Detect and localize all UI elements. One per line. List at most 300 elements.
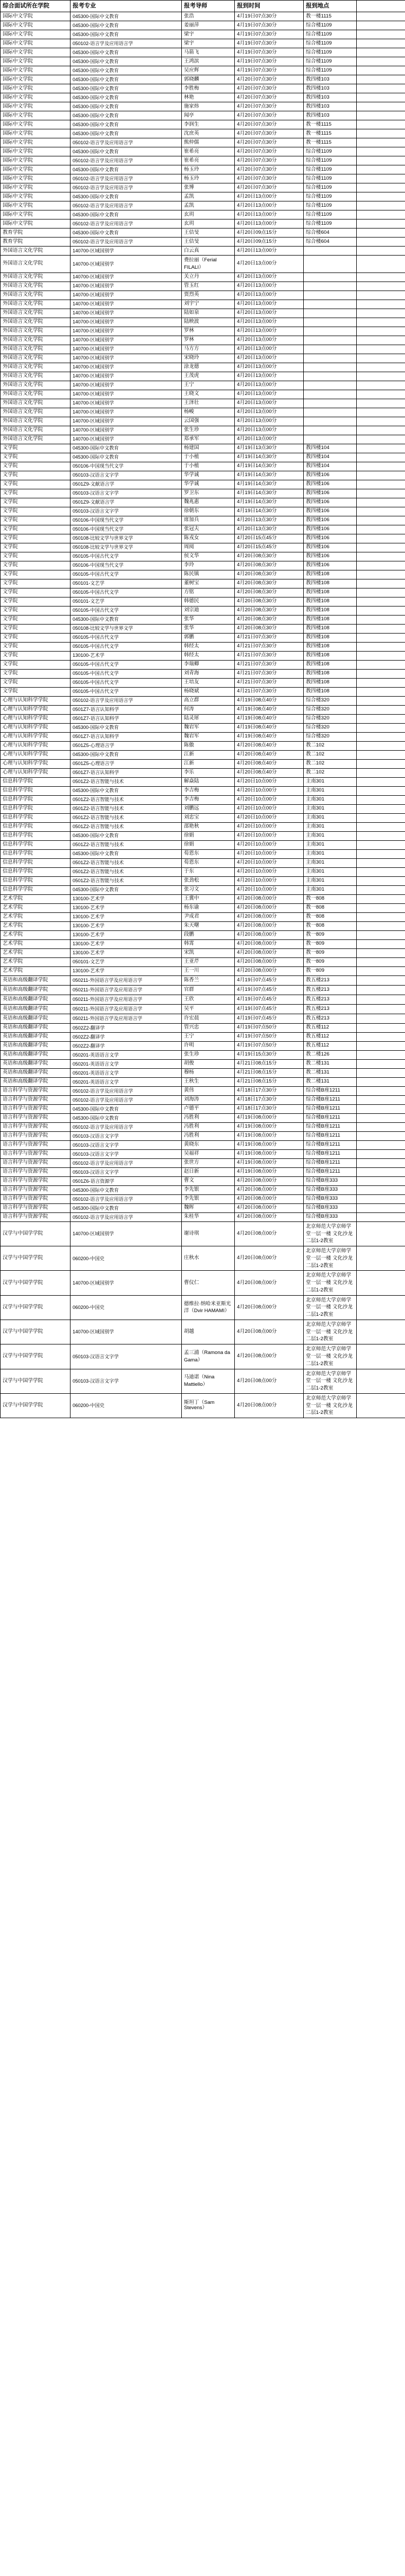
cell-report-place: [304, 272, 357, 282]
cell-report-place: 主南301: [304, 885, 357, 894]
cell-advisor: 王宁: [182, 1032, 235, 1041]
cell-major: 140700-区域国别学: [71, 247, 182, 256]
cell-college: 国际中文学院: [1, 192, 71, 201]
table-row: [1, 1140, 405, 1149]
cell-college: 文学院: [1, 480, 71, 489]
cell-major: 140700-区域国别学: [71, 291, 182, 300]
table-row: [1, 588, 405, 597]
cell-major: 140700-区域国别学: [71, 372, 182, 381]
cell-notes: [357, 1320, 405, 1344]
cell-report-place: [304, 381, 357, 390]
cell-college: 艺术学院: [1, 930, 71, 939]
cell-report-time: 4月19日14点30分: [235, 489, 304, 498]
cell-report-place: [304, 309, 357, 318]
cell-advisor: 李吉梅: [182, 786, 235, 795]
table-row: [1, 327, 405, 336]
cell-college: 外国语言文化学院: [1, 272, 71, 282]
cell-advisor: 邵艳秋: [182, 822, 235, 831]
cell-report-place: 教五楼112: [304, 1023, 357, 1032]
table-row: [1, 156, 405, 165]
cell-college: 心理与认知科学学院: [1, 750, 71, 759]
cell-report-time: 4月20日08点00分: [235, 939, 304, 948]
cell-report-time: 4月20日10点00分: [235, 849, 304, 858]
cell-notes: [357, 408, 405, 417]
cell-advisor: 郑承军: [182, 435, 235, 444]
cell-notes: [357, 183, 405, 192]
cell-report-place: 综合楼1109: [304, 183, 357, 192]
cell-college: 语言科学与资源学院: [1, 1203, 71, 1212]
cell-college: 文学院: [1, 633, 71, 642]
table-row: [1, 831, 405, 840]
cell-advisor: 魏岩军: [182, 723, 235, 732]
cell-report-place: 教五楼112: [304, 1032, 357, 1041]
cell-advisor: 吴福祥: [182, 1149, 235, 1158]
cell-major: 050102-语言学及应用语言学: [71, 219, 182, 228]
cell-college: 信息科学学院: [1, 876, 71, 885]
table-row: [1, 930, 405, 939]
cell-notes: [357, 966, 405, 975]
cell-report-place: 教四楼108: [304, 687, 357, 696]
cell-advisor: 刘海涛: [182, 1095, 235, 1104]
cell-college: 汉学与中国学学院: [1, 1246, 71, 1271]
cell-report-time: 4月20日08点30分: [235, 579, 304, 588]
cell-college: 文学院: [1, 471, 71, 480]
cell-notes: [357, 435, 405, 444]
cell-notes: [357, 1041, 405, 1050]
cell-college: 国际中文学院: [1, 12, 71, 21]
cell-college: 文学院: [1, 444, 71, 453]
cell-major: 050103-汉语言文字学: [71, 1369, 182, 1393]
cell-advisor: 李玲: [182, 561, 235, 570]
cell-college: 信息科学学院: [1, 885, 71, 894]
cell-advisor: 闻亭: [182, 111, 235, 120]
table-row: [1, 57, 405, 66]
cell-notes: [357, 1023, 405, 1032]
cell-major: 050105-中国古代文学: [71, 660, 182, 669]
cell-notes: [357, 903, 405, 912]
table-row: [1, 822, 405, 831]
table-row: [1, 453, 405, 462]
cell-report-place: 综合楼B座1211: [304, 1104, 357, 1113]
cell-report-time: 4月20日08点00分: [235, 1393, 304, 1418]
cell-major: 0501Z5-心理语言学: [71, 759, 182, 768]
cell-report-time: 4月19日14点30分: [235, 507, 304, 516]
cell-college: 信息科学学院: [1, 813, 71, 822]
cell-advisor: 魏兆惠: [182, 498, 235, 507]
cell-major: 045300-国际中文教育: [71, 849, 182, 858]
cell-notes: [357, 651, 405, 660]
cell-advisor: 吴平: [182, 1004, 235, 1014]
table-row: [1, 939, 405, 948]
table-row: [1, 462, 405, 471]
cell-report-place: 教四楼106: [304, 516, 357, 525]
table-row: [1, 633, 405, 642]
cell-report-place: 教一809: [304, 948, 357, 957]
cell-notes: [357, 849, 405, 858]
cell-advisor: 管玉红: [182, 282, 235, 291]
cell-major: 140700-区域国别学: [71, 417, 182, 426]
cell-notes: [357, 272, 405, 282]
cell-major: 140700-区域国别学: [71, 399, 182, 408]
table-row: [1, 1059, 405, 1068]
cell-major: 0501Z2-语言智能与技术: [71, 777, 182, 786]
table-row: [1, 552, 405, 561]
cell-advisor: 冯胜利: [182, 1122, 235, 1131]
cell-major: 0501Z5-心理语言学: [71, 741, 182, 750]
cell-major: 0501Z2-语言智能与技术: [71, 840, 182, 849]
cell-notes: [357, 300, 405, 309]
cell-report-place: 综合楼B座1211: [304, 1149, 357, 1158]
cell-advisor: 王晓文: [182, 390, 235, 399]
cell-report-time: 4月20日07点30分: [235, 111, 304, 120]
cell-report-place: 综合楼B座1211: [304, 1122, 357, 1131]
cell-report-place: 综合楼1109: [304, 219, 357, 228]
cell-college: 国际中文学院: [1, 183, 71, 192]
cell-report-time: 4月20日08点00分: [235, 1344, 304, 1369]
cell-advisor: 席加兵: [182, 516, 235, 525]
cell-notes: [357, 129, 405, 138]
cell-report-time: 4月20日13点00分: [235, 272, 304, 282]
cell-report-place: 教四楼106: [304, 525, 357, 534]
cell-advisor: 玄玥: [182, 219, 235, 228]
cell-college: 国际中文学院: [1, 165, 71, 174]
cell-advisor: 李瑞卿: [182, 660, 235, 669]
cell-advisor: 陈香兰: [182, 975, 235, 985]
cell-notes: [357, 192, 405, 201]
cell-report-time: 4月19日07点45分: [235, 985, 304, 995]
cell-advisor: 王一川: [182, 966, 235, 975]
cell-college: 文学院: [1, 588, 71, 597]
table-row: [1, 183, 405, 192]
cell-notes: [357, 480, 405, 489]
cell-college: 国际中文学院: [1, 219, 71, 228]
table-row: [1, 489, 405, 498]
cell-major: 045300-国际中文教育: [71, 111, 182, 120]
cell-major: 0501Z7-语言认知科学: [71, 768, 182, 777]
cell-advisor: 崔希亮: [182, 147, 235, 156]
cell-college: 信息科学学院: [1, 849, 71, 858]
table-row: [1, 705, 405, 714]
cell-report-time: 4月18日17点30分: [235, 1095, 304, 1104]
cell-report-place: 教一楼1115: [304, 138, 357, 147]
cell-major: 140700-区域国别学: [71, 272, 182, 282]
table-row: [1, 426, 405, 435]
table-row: [1, 1004, 405, 1014]
cell-advisor: 冯胜利: [182, 1113, 235, 1122]
cell-notes: [357, 417, 405, 426]
table-row: [1, 534, 405, 543]
table-row: [1, 921, 405, 930]
cell-advisor: 郭鹏: [182, 633, 235, 642]
cell-advisor: 荀恩东: [182, 849, 235, 858]
cell-advisor: 李乐: [182, 768, 235, 777]
cell-major: 060200-中国史: [71, 1393, 182, 1418]
cell-notes: [357, 1158, 405, 1167]
cell-major: 130100-艺术学: [71, 948, 182, 957]
table-row: [1, 1246, 405, 1271]
cell-report-place: 主南301: [304, 840, 357, 849]
cell-major: 050106-中国现当代文学: [71, 561, 182, 570]
cell-college: 外国语言文化学院: [1, 309, 71, 318]
cell-major: 060200-中国史: [71, 1246, 182, 1271]
cell-college: 汉学与中国学学院: [1, 1221, 71, 1246]
cell-advisor: 关立丹: [182, 272, 235, 282]
cell-report-time: 4月20日13点00分: [235, 309, 304, 318]
cell-major: 045300-国际中文教育: [71, 84, 182, 93]
cell-report-place: [304, 399, 357, 408]
cell-college: 语言科学与资源学院: [1, 1140, 71, 1149]
cell-report-place: 教四楼106: [304, 489, 357, 498]
cell-notes: [357, 1271, 405, 1295]
cell-advisor: 尹成君: [182, 912, 235, 921]
cell-notes: [357, 489, 405, 498]
cell-report-place: 综合楼1109: [304, 210, 357, 219]
cell-report-place: 教一808: [304, 894, 357, 903]
cell-advisor: 方铭: [182, 588, 235, 597]
cell-major: 045300-国际中文教育: [71, 723, 182, 732]
cell-major: 050102-语言学及应用语言学: [71, 138, 182, 147]
cell-major: 045300-国际中文教育: [71, 75, 182, 84]
cell-report-time: 4月20日10点00分: [235, 831, 304, 840]
cell-report-place: 主南301: [304, 831, 357, 840]
cell-major: 050108-比较文学与世界文学: [71, 543, 182, 552]
cell-major: 050103-汉语言文字学: [71, 507, 182, 516]
cell-college: 英语和高级翻译学院: [1, 1014, 71, 1023]
cell-college: 信息科学学院: [1, 777, 71, 786]
table-row: [1, 507, 405, 516]
cell-college: 外国语言文化学院: [1, 318, 71, 327]
cell-notes: [357, 912, 405, 921]
cell-major: 130100-艺术学: [71, 912, 182, 921]
table-row: [1, 858, 405, 867]
cell-major: 0501Z6-语言资源学: [71, 1176, 182, 1185]
cell-report-place: 教四楼108: [304, 579, 357, 588]
table-row: [1, 750, 405, 759]
cell-advisor: 侯文华: [182, 552, 235, 561]
table-row: [1, 885, 405, 894]
cell-college: 外国语言文化学院: [1, 327, 71, 336]
cell-report-place: [304, 390, 357, 399]
cell-advisor: 陆如泉: [182, 309, 235, 318]
cell-report-time: 4月20日15点45分: [235, 534, 304, 543]
cell-major: 050211-外国语言学及应用语言学: [71, 1004, 182, 1014]
cell-report-time: 4月20日13点00分: [235, 210, 304, 219]
cell-major: 050106-中国现当代文学: [71, 462, 182, 471]
cell-report-place: [304, 247, 357, 256]
cell-college: 国际中文学院: [1, 57, 71, 66]
cell-report-place: 教四楼106: [304, 543, 357, 552]
cell-notes: [357, 813, 405, 822]
cell-major: 045300-国际中文教育: [71, 1185, 182, 1194]
table-row: [1, 399, 405, 408]
table-row: [1, 615, 405, 624]
cell-report-place: [304, 327, 357, 336]
cell-advisor: 李润生: [182, 120, 235, 129]
cell-report-time: 4月20日09点15分: [235, 228, 304, 238]
table-row: [1, 1086, 405, 1095]
table-row: [1, 39, 405, 48]
cell-advisor: 孟三浦（Ramona da Gama）: [182, 1344, 235, 1369]
cell-notes: [357, 894, 405, 903]
cell-advisor: 贾烈英: [182, 291, 235, 300]
table-row: [1, 516, 405, 525]
cell-report-place: 教四楼106: [304, 507, 357, 516]
table-row: [1, 804, 405, 813]
cell-report-place: 北京师范大学京师学堂一层一楼 文化沙龙 二层1-2教室: [304, 1393, 357, 1418]
cell-report-place: 教五楼112: [304, 1041, 357, 1050]
cell-advisor: 华学诚: [182, 480, 235, 489]
cell-notes: [357, 309, 405, 318]
table-row: [1, 714, 405, 723]
column-header-report-time: 报到时间: [235, 1, 304, 12]
cell-major: 050102-语言学及应用语言学: [71, 183, 182, 192]
cell-major: 045300-国际中文教育: [71, 1113, 182, 1122]
cell-notes: [357, 957, 405, 966]
cell-major: 130100-艺术学: [71, 966, 182, 975]
cell-notes: [357, 174, 405, 183]
cell-report-time: 4月20日08点00分: [235, 1271, 304, 1295]
cell-report-place: 综合楼B座333: [304, 1194, 357, 1203]
cell-advisor: 王宁: [182, 381, 235, 390]
cell-major: 0501Z2-语言智能与技术: [71, 795, 182, 804]
table-row: [1, 759, 405, 768]
cell-college: 语言科学与资源学院: [1, 1149, 71, 1158]
cell-report-time: 4月20日13点00分: [235, 372, 304, 381]
cell-advisor: 冯胜利: [182, 1131, 235, 1140]
cell-advisor: 斯坦丁（Sam Stevens）: [182, 1393, 235, 1418]
cell-report-time: 4月20日07点30分: [235, 75, 304, 84]
cell-major: 050211-外国语言学及应用语言学: [71, 975, 182, 985]
cell-notes: [357, 1104, 405, 1113]
cell-major: 045300-国际中文教育: [71, 1203, 182, 1212]
cell-college: 外国语言文化学院: [1, 256, 71, 273]
cell-notes: [357, 552, 405, 561]
cell-report-time: 4月21日07点30分: [235, 633, 304, 642]
cell-advisor: 王欣: [182, 995, 235, 1004]
cell-advisor: 张浩: [182, 12, 235, 21]
cell-notes: [357, 165, 405, 174]
table-row: [1, 165, 405, 174]
cell-notes: [357, 1059, 405, 1068]
cell-college: 文学院: [1, 678, 71, 687]
cell-report-time: 4月19日07点30分: [235, 66, 304, 75]
cell-report-time: 4月20日10点00分: [235, 786, 304, 795]
cell-notes: [357, 867, 405, 876]
table-row: [1, 1167, 405, 1176]
cell-report-time: 4月20日08点40分: [235, 750, 304, 759]
cell-major: 045300-国际中文教育: [71, 228, 182, 238]
cell-report-place: 综合楼B座333: [304, 1212, 357, 1221]
cell-notes: [357, 939, 405, 948]
cell-college: 信息科学学院: [1, 831, 71, 840]
cell-college: 文学院: [1, 624, 71, 633]
cell-report-time: 4月20日07点30分: [235, 102, 304, 111]
cell-major: 050211-外国语言学及应用语言学: [71, 995, 182, 1004]
cell-report-place: 教四楼103: [304, 93, 357, 102]
cell-report-time: 4月20日07点30分: [235, 183, 304, 192]
cell-major: 130100-艺术学: [71, 651, 182, 660]
cell-notes: [357, 498, 405, 507]
cell-report-time: 4月19日08点00分: [235, 1113, 304, 1122]
cell-college: 艺术学院: [1, 966, 71, 975]
cell-notes: [357, 633, 405, 642]
cell-report-time: 4月20日08点00分: [235, 921, 304, 930]
cell-advisor: 熊仲儒: [182, 138, 235, 147]
cell-advisor: 江新: [182, 750, 235, 759]
cell-notes: [357, 534, 405, 543]
cell-advisor: 王秋生: [182, 1077, 235, 1086]
cell-college: 汉学与中国学学院: [1, 1393, 71, 1418]
table-header: [1, 1, 405, 12]
cell-advisor: 杨峻: [182, 408, 235, 417]
cell-advisor: 赵日新: [182, 1167, 235, 1176]
cell-major: 0501Z9-文献语言学: [71, 498, 182, 507]
cell-report-place: 综合楼1109: [304, 66, 357, 75]
cell-advisor: 华学诚: [182, 471, 235, 480]
cell-major: 050103-汉语言文字学: [71, 471, 182, 480]
cell-notes: [357, 705, 405, 714]
cell-college: 外国语言文化学院: [1, 381, 71, 390]
cell-report-place: [304, 408, 357, 417]
cell-major: 050103-汉语言文字学: [71, 489, 182, 498]
cell-report-time: 4月20日10点00分: [235, 858, 304, 867]
cell-notes: [357, 1203, 405, 1212]
cell-report-time: 4月20日09点15分: [235, 238, 304, 247]
cell-report-place: 教四楼108: [304, 615, 357, 624]
cell-report-time: 4月19日08点40分: [235, 714, 304, 723]
cell-advisor: 马迪诺（Nina Mattiello）: [182, 1369, 235, 1393]
cell-major: 0501Z2-语言智能与技术: [71, 822, 182, 831]
cell-report-place: 综合楼320: [304, 696, 357, 705]
cell-major: 140700-区域国别学: [71, 282, 182, 291]
cell-major: 050102-语言学及应用语言学: [71, 156, 182, 165]
cell-major: 045300-国际中文教育: [71, 885, 182, 894]
cell-report-place: 教五楼213: [304, 975, 357, 985]
cell-notes: [357, 238, 405, 247]
cell-advisor: 李先银: [182, 1194, 235, 1203]
cell-report-time: 4月20日13点00分: [235, 426, 304, 435]
cell-report-place: 教四楼104: [304, 462, 357, 471]
cell-report-place: 教四楼108: [304, 678, 357, 687]
cell-notes: [357, 111, 405, 120]
cell-advisor: 陈傲: [182, 741, 235, 750]
cell-report-place: 综合楼320: [304, 705, 357, 714]
cell-report-place: [304, 318, 357, 327]
cell-report-place: 教四楼106: [304, 561, 357, 570]
cell-college: 外国语言文化学院: [1, 354, 71, 363]
cell-report-time: 4月21日07点30分: [235, 651, 304, 660]
cell-report-time: 4月19日07点30分: [235, 48, 304, 57]
cell-notes: [357, 1167, 405, 1176]
cell-report-place: 教一楼1115: [304, 120, 357, 129]
cell-major: 050105-中国古代文学: [71, 606, 182, 615]
table-row: [1, 201, 405, 210]
cell-report-time: 4月20日07点30分: [235, 165, 304, 174]
cell-report-place: 教一809: [304, 957, 357, 966]
cell-notes: [357, 1113, 405, 1122]
cell-report-time: 4月19日08点00分: [235, 1167, 304, 1176]
cell-advisor: 周阅: [182, 543, 235, 552]
cell-report-place: 教四楼108: [304, 651, 357, 660]
cell-major: 050105-中国古代文学: [71, 687, 182, 696]
cell-college: 英语和高级翻译学院: [1, 975, 71, 985]
cell-college: 心理与认知科学学院: [1, 705, 71, 714]
table-row: [1, 894, 405, 903]
cell-advisor: 施家炜: [182, 102, 235, 111]
table-row: [1, 12, 405, 21]
cell-college: 文学院: [1, 660, 71, 669]
table-row: [1, 192, 405, 201]
